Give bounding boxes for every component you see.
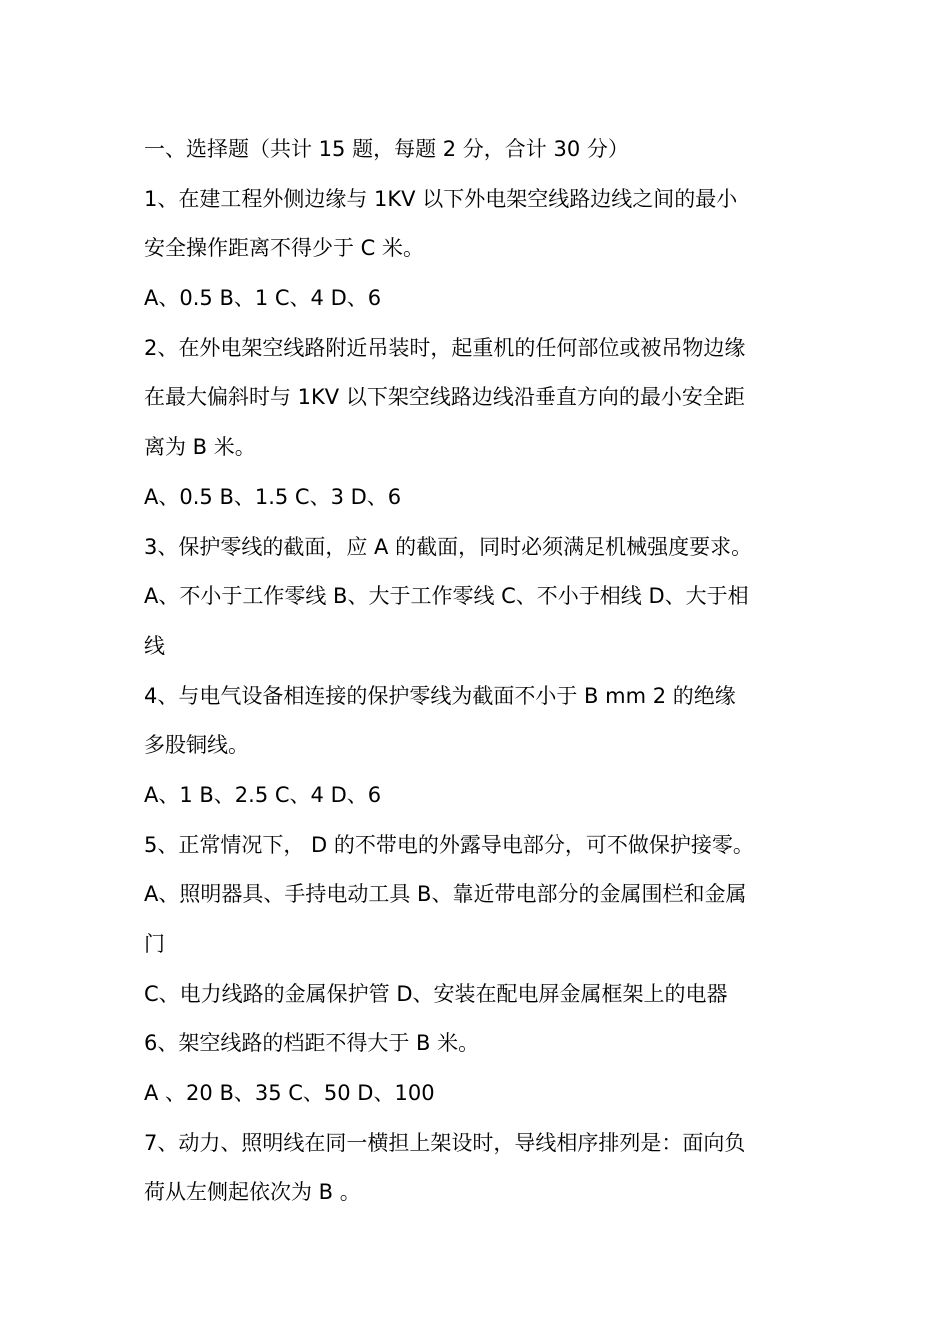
question-7-line-2: 荷从左侧起依次为 B 。: [144, 1180, 361, 1205]
question-1-options: A、0.5 B、1 C、4 D、6: [144, 286, 382, 311]
question-5-line-1: 5、正常情况下， D 的不带电的外露导电部分，可不做保护接零。: [144, 832, 754, 857]
question-2-line-2: 在最大偏斜时与 1KV 以下架空线路边线沿垂直方向的最小安全距: [144, 385, 745, 410]
question-4-options: A、1 B、2.5 C、4 D、6: [144, 782, 382, 807]
question-4-line-1: 4、与电气设备相连接的保护零线为截面不小于 B mm 2 的绝缘: [144, 683, 736, 708]
section-heading: 一、选择题（共计 15 题，每题 2 分，合计 30 分）: [144, 137, 629, 161]
question-3-options-line-2: 线: [144, 633, 165, 658]
question-5-options-line-1: A、照明器具、手持电动工具 B、靠近带电部分的金属围栏和金属: [144, 882, 747, 907]
question-5-options-line-2: 门: [144, 932, 165, 956]
question-5-options-line-3: C、电力线路的金属保护管 D、安装在配电屏金属框架上的电器: [144, 981, 728, 1006]
question-3-line-1: 3、保护零线的截面，应 A 的截面，同时必须满足机械强度要求。: [144, 534, 753, 559]
question-3-options-line-1: A、不小于工作零线 B、大于工作零线 C、不小于相线 D、大于相: [144, 584, 749, 609]
question-6-line-1: 6、架空线路的档距不得大于 B 米。: [144, 1031, 480, 1056]
question-2-line-3: 离为 B 米。: [144, 435, 256, 460]
document-body: [144, 125, 824, 1218]
question-1-line-2: 安全操作距离不得少于 C 米。: [144, 236, 425, 261]
question-2-line-1: 2、在外电架空线路附近吊装时，起重机的任何部位或被吊物边缘: [144, 335, 746, 360]
question-1-line-1: 1、在建工程外侧边缘与 1KV 以下外电架空线路边线之间的最小: [144, 186, 738, 211]
question-7-line-1: 7、动力、照明线在同一横担上架设时，导线相序排列是：面向负: [144, 1130, 746, 1155]
question-2-options: A、0.5 B、1.5 C、3 D、6: [144, 484, 402, 509]
question-4-line-2: 多股铜线。: [144, 733, 249, 758]
question-6-options: A 、20 B、35 C、50 D、100: [144, 1081, 435, 1106]
